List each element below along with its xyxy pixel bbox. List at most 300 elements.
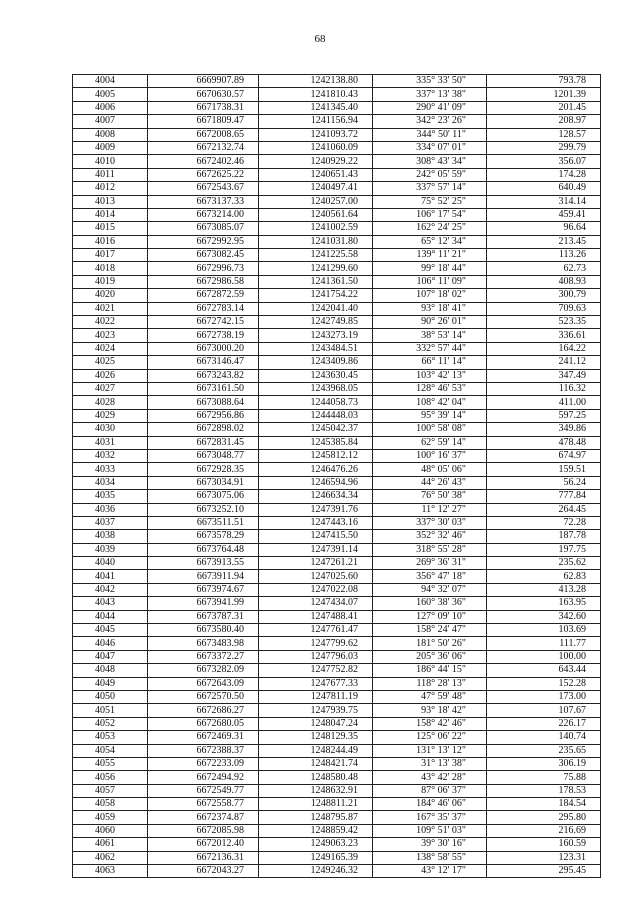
table-row — [73, 771, 601, 784]
x-coordinate-cell: 6670630.57 — [148, 88, 259, 101]
distance-cell: 264.45 — [487, 503, 601, 516]
point-number-cell: 4055 — [73, 757, 148, 770]
point-number-cell: 4062 — [73, 851, 148, 864]
x-coordinate-cell: 6673075.06 — [148, 490, 259, 503]
point-number-cell: 4022 — [73, 316, 148, 329]
point-number-cell: 4040 — [73, 557, 148, 570]
table-row — [73, 128, 601, 141]
x-coordinate-cell: 6672558.77 — [148, 798, 259, 811]
point-number-cell: 4063 — [73, 865, 148, 878]
y-coordinate-cell: 1247022.08 — [259, 583, 373, 596]
direction-angle-cell: 335° 33' 50" — [373, 75, 487, 88]
x-coordinate-cell: 6673511.51 — [148, 516, 259, 529]
direction-angle-cell: 48° 05' 06" — [373, 463, 487, 476]
point-number-cell: 4050 — [73, 690, 148, 703]
x-coordinate-cell: 6673372.27 — [148, 650, 259, 663]
table-row — [73, 650, 601, 663]
y-coordinate-cell: 1243409.86 — [259, 356, 373, 369]
x-coordinate-cell: 6672680.05 — [148, 717, 259, 730]
x-coordinate-cell: 6673252.10 — [148, 503, 259, 516]
x-coordinate-cell: 6672085.98 — [148, 824, 259, 837]
direction-angle-cell: 184° 46' 06" — [373, 798, 487, 811]
direction-angle-cell: 162° 24' 25" — [373, 222, 487, 235]
point-number-cell: 4029 — [73, 409, 148, 422]
y-coordinate-cell: 1246594.96 — [259, 476, 373, 489]
table-row — [73, 235, 601, 248]
distance-cell: 163.95 — [487, 597, 601, 610]
y-coordinate-cell: 1247939.75 — [259, 704, 373, 717]
x-coordinate-cell: 6673974.67 — [148, 583, 259, 596]
direction-angle-cell: 344° 50' 11" — [373, 128, 487, 141]
distance-cell: 56.24 — [487, 476, 601, 489]
distance-cell: 174.28 — [487, 168, 601, 181]
x-coordinate-cell: 6673034.91 — [148, 476, 259, 489]
distance-cell: 62.73 — [487, 262, 601, 275]
y-coordinate-cell: 1246476.26 — [259, 463, 373, 476]
direction-angle-cell: 38° 53' 14" — [373, 329, 487, 342]
x-coordinate-cell: 6672136.31 — [148, 851, 259, 864]
direction-angle-cell: 43° 42' 28" — [373, 771, 487, 784]
y-coordinate-cell: 1248421.74 — [259, 757, 373, 770]
table-row — [73, 356, 601, 369]
x-coordinate-cell: 6673787.31 — [148, 610, 259, 623]
x-coordinate-cell: 6672742.15 — [148, 316, 259, 329]
direction-angle-cell: 39° 30' 16" — [373, 838, 487, 851]
direction-angle-cell: 158° 24' 47" — [373, 624, 487, 637]
x-coordinate-cell: 6672686.27 — [148, 704, 259, 717]
distance-cell: 208.97 — [487, 115, 601, 128]
point-number-cell: 4058 — [73, 798, 148, 811]
table-row — [73, 543, 601, 556]
distance-cell: 235.62 — [487, 557, 601, 570]
point-number-cell: 4027 — [73, 382, 148, 395]
distance-cell: 640.49 — [487, 182, 601, 195]
direction-angle-cell: 11° 12' 27" — [373, 503, 487, 516]
point-number-cell: 4019 — [73, 275, 148, 288]
point-number-cell: 4021 — [73, 302, 148, 315]
distance-cell: 295.45 — [487, 865, 601, 878]
y-coordinate-cell: 1247434.07 — [259, 597, 373, 610]
y-coordinate-cell: 1244058.73 — [259, 396, 373, 409]
direction-angle-cell: 186° 44' 15" — [373, 664, 487, 677]
point-number-cell: 4044 — [73, 610, 148, 623]
point-number-cell: 4017 — [73, 249, 148, 262]
distance-cell: 201.45 — [487, 101, 601, 114]
table-row — [73, 208, 601, 221]
table-row — [73, 249, 601, 262]
y-coordinate-cell: 1246634.34 — [259, 490, 373, 503]
distance-cell: 349.86 — [487, 423, 601, 436]
x-coordinate-cell: 6672738.19 — [148, 329, 259, 342]
y-coordinate-cell: 1241002.59 — [259, 222, 373, 235]
distance-cell: 164.22 — [487, 342, 601, 355]
table-row — [73, 115, 601, 128]
x-coordinate-cell: 6673088.64 — [148, 396, 259, 409]
x-coordinate-cell: 6673282.09 — [148, 664, 259, 677]
point-number-cell: 4024 — [73, 342, 148, 355]
x-coordinate-cell: 6672956.86 — [148, 409, 259, 422]
point-number-cell: 4005 — [73, 88, 148, 101]
table-row — [73, 101, 601, 114]
direction-angle-cell: 65° 12' 34" — [373, 235, 487, 248]
x-coordinate-cell: 6672643.09 — [148, 677, 259, 690]
distance-cell: 72.28 — [487, 516, 601, 529]
direction-angle-cell: 128° 46' 53" — [373, 382, 487, 395]
y-coordinate-cell: 1247391.14 — [259, 543, 373, 556]
table-row — [73, 798, 601, 811]
table-row — [73, 624, 601, 637]
table-row — [73, 811, 601, 824]
table-row — [73, 744, 601, 757]
table-row — [73, 838, 601, 851]
table-row — [73, 865, 601, 878]
y-coordinate-cell: 1249063.23 — [259, 838, 373, 851]
distance-cell: 103.69 — [487, 624, 601, 637]
distance-cell: 413.28 — [487, 583, 601, 596]
x-coordinate-cell: 6672043.27 — [148, 865, 259, 878]
distance-cell: 347.49 — [487, 369, 601, 382]
coordinates-table-body — [73, 75, 601, 878]
distance-cell: 408.93 — [487, 275, 601, 288]
direction-angle-cell: 158° 42' 46" — [373, 717, 487, 730]
direction-angle-cell: 125° 06' 22" — [373, 731, 487, 744]
y-coordinate-cell: 1248632.91 — [259, 784, 373, 797]
y-coordinate-cell: 1241345.40 — [259, 101, 373, 114]
table-row — [73, 530, 601, 543]
table-row — [73, 449, 601, 462]
table-row — [73, 369, 601, 382]
x-coordinate-cell: 6672996.73 — [148, 262, 259, 275]
distance-cell: 173.00 — [487, 690, 601, 703]
table-row — [73, 222, 601, 235]
x-coordinate-cell: 6672570.50 — [148, 690, 259, 703]
x-coordinate-cell: 6673048.77 — [148, 449, 259, 462]
point-number-cell: 4061 — [73, 838, 148, 851]
distance-cell: 356.07 — [487, 155, 601, 168]
y-coordinate-cell: 1241225.58 — [259, 249, 373, 262]
point-number-cell: 4009 — [73, 141, 148, 154]
distance-cell: 300.79 — [487, 289, 601, 302]
distance-cell: 241.12 — [487, 356, 601, 369]
distance-cell: 314.14 — [487, 195, 601, 208]
y-coordinate-cell: 1245812.12 — [259, 449, 373, 462]
x-coordinate-cell: 6672549.77 — [148, 784, 259, 797]
distance-cell: 709.63 — [487, 302, 601, 315]
point-number-cell: 4033 — [73, 463, 148, 476]
table-row — [73, 637, 601, 650]
point-number-cell: 4052 — [73, 717, 148, 730]
distance-cell: 123.31 — [487, 851, 601, 864]
y-coordinate-cell: 1249165.39 — [259, 851, 373, 864]
distance-cell: 411.00 — [487, 396, 601, 409]
x-coordinate-cell: 6673578.29 — [148, 530, 259, 543]
y-coordinate-cell: 1242749.85 — [259, 316, 373, 329]
table-row — [73, 88, 601, 101]
direction-angle-cell: 242° 05' 59" — [373, 168, 487, 181]
point-number-cell: 4031 — [73, 436, 148, 449]
x-coordinate-cell: 6673137.33 — [148, 195, 259, 208]
point-number-cell: 4032 — [73, 449, 148, 462]
direction-angle-cell: 337° 57' 14" — [373, 182, 487, 195]
direction-angle-cell: 62° 59' 14" — [373, 436, 487, 449]
x-coordinate-cell: 6672831.45 — [148, 436, 259, 449]
x-coordinate-cell: 6672625.22 — [148, 168, 259, 181]
point-number-cell: 4018 — [73, 262, 148, 275]
table-row — [73, 757, 601, 770]
distance-cell: 674.97 — [487, 449, 601, 462]
y-coordinate-cell: 1248859.42 — [259, 824, 373, 837]
y-coordinate-cell: 1241093.72 — [259, 128, 373, 141]
y-coordinate-cell: 1249246.32 — [259, 865, 373, 878]
distance-cell: 152.28 — [487, 677, 601, 690]
point-number-cell: 4038 — [73, 530, 148, 543]
distance-cell: 159.51 — [487, 463, 601, 476]
distance-cell: 197.75 — [487, 543, 601, 556]
x-coordinate-cell: 6672132.74 — [148, 141, 259, 154]
y-coordinate-cell: 1240561.64 — [259, 208, 373, 221]
direction-angle-cell: 90° 26' 01" — [373, 316, 487, 329]
distance-cell: 295.80 — [487, 811, 601, 824]
distance-cell: 1201.39 — [487, 88, 601, 101]
x-coordinate-cell: 6672543.67 — [148, 182, 259, 195]
y-coordinate-cell: 1241299.60 — [259, 262, 373, 275]
x-coordinate-cell: 6673911.94 — [148, 570, 259, 583]
distance-cell: 342.60 — [487, 610, 601, 623]
x-coordinate-cell: 6673243.82 — [148, 369, 259, 382]
y-coordinate-cell: 1247415.50 — [259, 530, 373, 543]
x-coordinate-cell: 6673000.20 — [148, 342, 259, 355]
y-coordinate-cell: 1247261.21 — [259, 557, 373, 570]
point-number-cell: 4035 — [73, 490, 148, 503]
direction-angle-cell: 205° 36' 06" — [373, 650, 487, 663]
point-number-cell: 4007 — [73, 115, 148, 128]
table-row — [73, 316, 601, 329]
table-row — [73, 409, 601, 422]
distance-cell: 777.84 — [487, 490, 601, 503]
y-coordinate-cell: 1240651.43 — [259, 168, 373, 181]
direction-angle-cell: 318° 55' 28" — [373, 543, 487, 556]
y-coordinate-cell: 1247796.03 — [259, 650, 373, 663]
table-row — [73, 731, 601, 744]
point-number-cell: 4014 — [73, 208, 148, 221]
distance-cell: 793.78 — [487, 75, 601, 88]
direction-angle-cell: 66° 11' 14" — [373, 356, 487, 369]
distance-cell: 113.26 — [487, 249, 601, 262]
point-number-cell: 4030 — [73, 423, 148, 436]
y-coordinate-cell: 1248795.87 — [259, 811, 373, 824]
x-coordinate-cell: 6673913.55 — [148, 557, 259, 570]
point-number-cell: 4043 — [73, 597, 148, 610]
table-row — [73, 262, 601, 275]
x-coordinate-cell: 6673085.07 — [148, 222, 259, 235]
point-number-cell: 4025 — [73, 356, 148, 369]
direction-angle-cell: 95° 39' 14" — [373, 409, 487, 422]
x-coordinate-cell: 6673161.50 — [148, 382, 259, 395]
y-coordinate-cell: 1240257.00 — [259, 195, 373, 208]
x-coordinate-cell: 6672872.59 — [148, 289, 259, 302]
direction-angle-cell: 94° 32' 07" — [373, 583, 487, 596]
distance-cell: 643.44 — [487, 664, 601, 677]
distance-cell: 235.65 — [487, 744, 601, 757]
table-row — [73, 182, 601, 195]
table-row — [73, 302, 601, 315]
point-number-cell: 4034 — [73, 476, 148, 489]
direction-angle-cell: 31° 13' 38" — [373, 757, 487, 770]
distance-cell: 140.74 — [487, 731, 601, 744]
table-row — [73, 570, 601, 583]
y-coordinate-cell: 1247391.76 — [259, 503, 373, 516]
direction-angle-cell: 290° 41' 09" — [373, 101, 487, 114]
distance-cell: 336.61 — [487, 329, 601, 342]
point-number-cell: 4006 — [73, 101, 148, 114]
y-coordinate-cell: 1247799.62 — [259, 637, 373, 650]
x-coordinate-cell: 6673483.98 — [148, 637, 259, 650]
y-coordinate-cell: 1242138.80 — [259, 75, 373, 88]
point-number-cell: 4060 — [73, 824, 148, 837]
point-number-cell: 4013 — [73, 195, 148, 208]
point-number-cell: 4016 — [73, 235, 148, 248]
table-row — [73, 329, 601, 342]
y-coordinate-cell: 1247025.60 — [259, 570, 373, 583]
point-number-cell: 4042 — [73, 583, 148, 596]
point-number-cell: 4041 — [73, 570, 148, 583]
point-number-cell: 4010 — [73, 155, 148, 168]
y-coordinate-cell: 1241361.50 — [259, 275, 373, 288]
y-coordinate-cell: 1245042.37 — [259, 423, 373, 436]
x-coordinate-cell: 6672494.92 — [148, 771, 259, 784]
y-coordinate-cell: 1247488.41 — [259, 610, 373, 623]
distance-cell: 184.54 — [487, 798, 601, 811]
x-coordinate-cell: 6673082.45 — [148, 249, 259, 262]
y-coordinate-cell: 1242041.40 — [259, 302, 373, 315]
direction-angle-cell: 47° 59' 48" — [373, 690, 487, 703]
distance-cell: 299.79 — [487, 141, 601, 154]
x-coordinate-cell: 6672992.95 — [148, 235, 259, 248]
distance-cell: 107.67 — [487, 704, 601, 717]
y-coordinate-cell: 1247677.33 — [259, 677, 373, 690]
direction-angle-cell: 131° 13' 12" — [373, 744, 487, 757]
point-number-cell: 4049 — [73, 677, 148, 690]
point-number-cell: 4028 — [73, 396, 148, 409]
x-coordinate-cell: 6672986.58 — [148, 275, 259, 288]
point-number-cell: 4048 — [73, 664, 148, 677]
direction-angle-cell: 107° 18' 02" — [373, 289, 487, 302]
table-row — [73, 168, 601, 181]
direction-angle-cell: 100° 16' 37" — [373, 449, 487, 462]
point-number-cell: 4008 — [73, 128, 148, 141]
point-number-cell: 4059 — [73, 811, 148, 824]
point-number-cell: 4051 — [73, 704, 148, 717]
point-number-cell: 4045 — [73, 624, 148, 637]
distance-cell: 459.41 — [487, 208, 601, 221]
distance-cell: 523.35 — [487, 316, 601, 329]
direction-angle-cell: 106° 17' 54" — [373, 208, 487, 221]
table-row — [73, 704, 601, 717]
distance-cell: 216.69 — [487, 824, 601, 837]
y-coordinate-cell: 1241156.94 — [259, 115, 373, 128]
x-coordinate-cell: 6671738.31 — [148, 101, 259, 114]
y-coordinate-cell: 1240497.41 — [259, 182, 373, 195]
point-number-cell: 4057 — [73, 784, 148, 797]
y-coordinate-cell: 1248811.21 — [259, 798, 373, 811]
y-coordinate-cell: 1245385.84 — [259, 436, 373, 449]
direction-angle-cell: 76° 50' 38" — [373, 490, 487, 503]
y-coordinate-cell: 1248047.24 — [259, 717, 373, 730]
x-coordinate-cell: 6669907.89 — [148, 75, 259, 88]
point-number-cell: 4023 — [73, 329, 148, 342]
table-row — [73, 275, 601, 288]
point-number-cell: 4011 — [73, 168, 148, 181]
table-row — [73, 516, 601, 529]
direction-angle-cell: 43° 12' 17" — [373, 865, 487, 878]
x-coordinate-cell: 6672012.40 — [148, 838, 259, 851]
distance-cell: 75.88 — [487, 771, 601, 784]
y-coordinate-cell: 1248129.35 — [259, 731, 373, 744]
direction-angle-cell: 269° 36' 31" — [373, 557, 487, 570]
y-coordinate-cell: 1240929.22 — [259, 155, 373, 168]
direction-angle-cell: 106° 11' 09" — [373, 275, 487, 288]
y-coordinate-cell: 1244448.03 — [259, 409, 373, 422]
y-coordinate-cell: 1247443.16 — [259, 516, 373, 529]
table-row — [73, 597, 601, 610]
point-number-cell: 4054 — [73, 744, 148, 757]
x-coordinate-cell: 6672008.65 — [148, 128, 259, 141]
table-row — [73, 423, 601, 436]
direction-angle-cell: 93° 18' 42" — [373, 704, 487, 717]
x-coordinate-cell: 6672469.31 — [148, 731, 259, 744]
point-number-cell: 4012 — [73, 182, 148, 195]
table-row — [73, 784, 601, 797]
distance-cell: 597.25 — [487, 409, 601, 422]
x-coordinate-cell: 6673941.99 — [148, 597, 259, 610]
point-number-cell: 4053 — [73, 731, 148, 744]
x-coordinate-cell: 6673764.48 — [148, 543, 259, 556]
direction-angle-cell: 167° 35' 37" — [373, 811, 487, 824]
distance-cell: 226.17 — [487, 717, 601, 730]
table-row — [73, 677, 601, 690]
point-number-cell: 4020 — [73, 289, 148, 302]
direction-angle-cell: 99° 18' 44" — [373, 262, 487, 275]
y-coordinate-cell: 1247752.82 — [259, 664, 373, 677]
direction-angle-cell: 138° 58' 55" — [373, 851, 487, 864]
table-row — [73, 557, 601, 570]
point-number-cell: 4056 — [73, 771, 148, 784]
direction-angle-cell: 337° 30' 03" — [373, 516, 487, 529]
distance-cell: 178.53 — [487, 784, 601, 797]
direction-angle-cell: 139° 11' 21" — [373, 249, 487, 262]
point-number-cell: 4004 — [73, 75, 148, 88]
x-coordinate-cell: 6671809.47 — [148, 115, 259, 128]
direction-angle-cell: 87° 06' 37" — [373, 784, 487, 797]
y-coordinate-cell: 1248244.49 — [259, 744, 373, 757]
x-coordinate-cell: 6672928.35 — [148, 463, 259, 476]
direction-angle-cell: 342° 23' 26" — [373, 115, 487, 128]
table-row — [73, 382, 601, 395]
table-row — [73, 289, 601, 302]
distance-cell: 111.77 — [487, 637, 601, 650]
x-coordinate-cell: 6672374.87 — [148, 811, 259, 824]
page-number: 68 — [314, 33, 326, 45]
point-number-cell: 4037 — [73, 516, 148, 529]
x-coordinate-cell: 6673214.00 — [148, 208, 259, 221]
distance-cell: 62.83 — [487, 570, 601, 583]
x-coordinate-cell: 6673580.40 — [148, 624, 259, 637]
direction-angle-cell: 181° 50' 26" — [373, 637, 487, 650]
direction-angle-cell: 44° 26' 43" — [373, 476, 487, 489]
distance-cell: 213.45 — [487, 235, 601, 248]
x-coordinate-cell: 6673146.47 — [148, 356, 259, 369]
table-row — [73, 476, 601, 489]
